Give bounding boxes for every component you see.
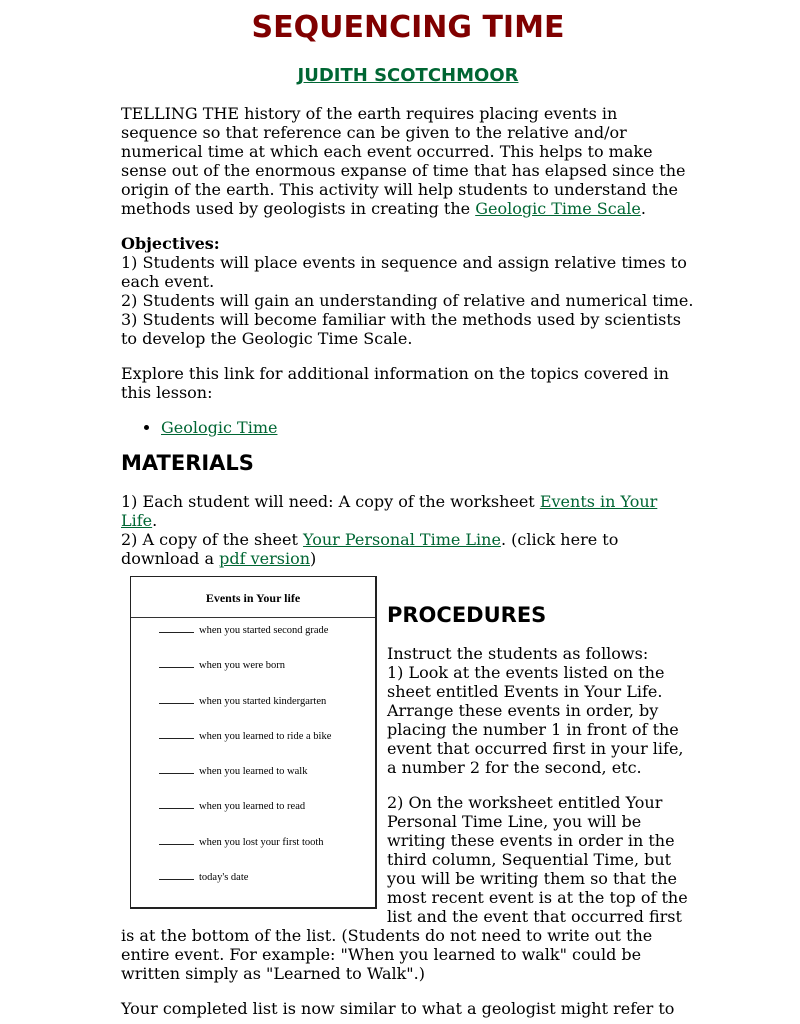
procedure-step-2: 2) On the worksheet entitled Your Personal Time Line, you will be writing these events in order in the third column, Sequential Time, but you will be writing them so that the most recent event is at the top of the list and the event that occurred first is at the bottom of the list. (Students do not need to write out the entire event. For example: "When you learned to walk" could be written simply as "Learned to Walk".) (121, 793, 688, 983)
worksheet-row-text: today's date (199, 872, 249, 883)
objectives-heading: Objectives: (121, 234, 220, 253)
worksheet-row (159, 764, 307, 779)
worksheet-row (159, 835, 324, 850)
objective-item: 1) Students will place events in sequence and assign relative times to each event. (121, 253, 687, 291)
blank-line (159, 835, 194, 845)
explore-paragraph: Explore this link for additional information on the topics covered in this lesson: (121, 364, 669, 402)
author-link[interactable]: JUDITH SCOTCHMOOR (297, 65, 519, 86)
pdf-version-link[interactable]: pdf version (219, 549, 311, 568)
resource-link-list (121, 418, 696, 437)
procedure-step-3: Your completed list is now similar to what a geologist might refer to (121, 999, 675, 1018)
intro-text: TELLING THE history of the earth requires placing events in sequence so that reference can be given to the relative and/or numerical time at which each event occurred. This helps to make sense out of the enormous expanse of time that has elapsed since the origin of the earth. This activity will help students to understand the methods used by geologists in creating the (121, 104, 686, 218)
material-text: . (click here to download a (121, 530, 619, 568)
geologic-time-scale-link[interactable]: Geologic Time Scale (475, 199, 641, 218)
worksheet-title: Events in Your life (131, 577, 375, 618)
intro-end: . (640, 199, 646, 218)
worksheet-row (159, 799, 305, 814)
blank-line (159, 729, 194, 739)
article-body (121, 104, 696, 1024)
worksheet-frame (130, 576, 377, 909)
worksheet-row-text: when you started second grade (199, 625, 329, 636)
procedure-intro: Instruct the students as follows: (387, 644, 649, 663)
worksheet-row-text: when you learned to walk (199, 766, 308, 777)
intro-paragraph (121, 104, 696, 218)
material-text: ) (310, 549, 317, 568)
material-item-1 (121, 492, 696, 530)
worksheet-row (159, 623, 328, 638)
objective-item: 3) Students will become familiar with the methods used by scientists to develop the Geologic Time Scale. (121, 310, 681, 348)
blank-line (159, 870, 194, 880)
worksheet-row (159, 729, 331, 744)
worksheet-row-text: when you started kindergarten (199, 696, 327, 707)
worksheet-image (130, 576, 376, 909)
worksheet-row (159, 870, 248, 885)
blank-line (159, 799, 194, 809)
personal-time-line-link[interactable]: Your Personal Time Line (303, 530, 501, 549)
blank-line (159, 623, 194, 633)
worksheet-row-text: when you lost your first tooth (199, 837, 324, 848)
blank-line (159, 694, 194, 704)
events-in-your-life-link[interactable]: Events in Your Life (121, 492, 658, 530)
page-title: SEQUENCING TIME (251, 10, 565, 45)
material-text: 2) A copy of the sheet (121, 530, 304, 549)
objectives-block (121, 234, 696, 348)
material-text: 1) Each student will need: A copy of the worksheet (121, 492, 540, 511)
material-text: . (152, 511, 158, 530)
list-item (161, 418, 696, 437)
worksheet-row-text: when you were born (199, 660, 286, 671)
blank-line (159, 658, 194, 668)
author-line (0, 64, 800, 88)
materials-list (121, 492, 696, 568)
worksheet-row-text: when you learned to ride a bike (199, 731, 332, 742)
blank-line (159, 764, 194, 774)
geologic-time-link[interactable]: Geologic Time (161, 418, 278, 437)
worksheet-row-text: when you learned to read (199, 801, 306, 812)
worksheet-row (159, 658, 285, 673)
procedure-step-1-text: 1) Look at the events listed on the sheet entitled Events in Your Life. Arrange these events in order, by placing the number 1 in front of the event that occurred first in your life, a number 2 for the second, etc. (387, 663, 684, 777)
materials-heading: MATERIALS (121, 451, 254, 475)
procedures-heading: PROCEDURES (387, 603, 547, 627)
material-item-2 (121, 530, 696, 568)
worksheet-row (159, 694, 326, 709)
objective-item: 2) Students will gain an understanding of relative and numerical time. (121, 291, 694, 310)
